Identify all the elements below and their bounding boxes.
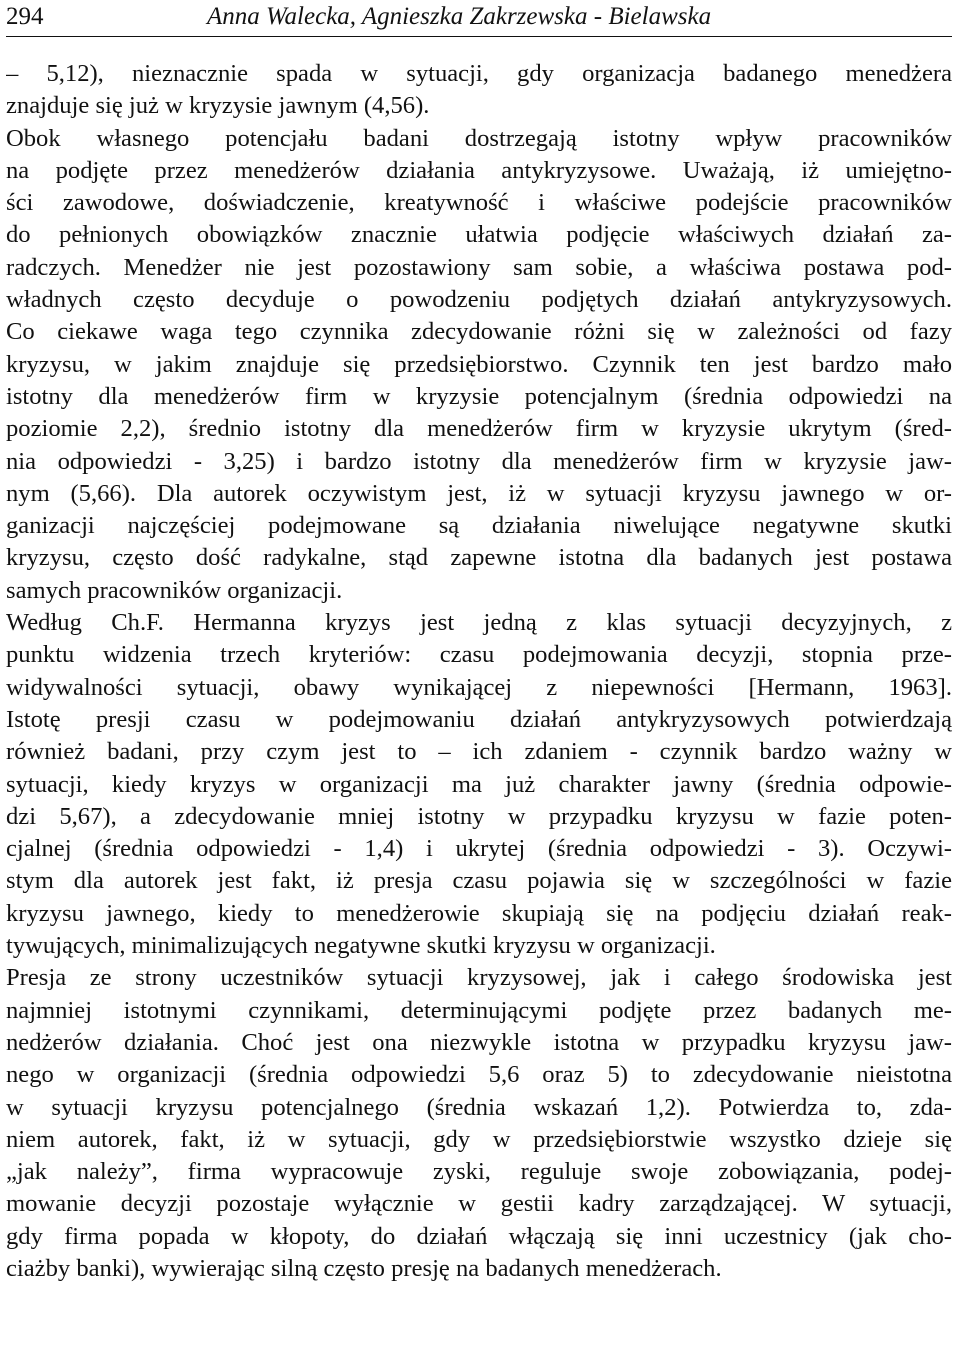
text-line: znajduje się już w kryzysie jawnym (4,56).	[6, 92, 430, 120]
text-line: Presja ze strony uczestników sytuacji kryzysowej, jak i całego środowiska jest	[6, 964, 952, 992]
text-line: widywalności sytuacji, obawy wynikającej z niepewności [Hermann, 1963].	[6, 673, 952, 701]
text-line: dzi 5,67), a zdecydowanie mniej istotny w przypadku kryzysu w fazie poten-	[6, 802, 952, 830]
page-number: 294	[6, 3, 44, 30]
text-line: ganizacji najczęściej podejmowane są działania niwelujące negatywne skutki	[6, 512, 952, 540]
text-line: kryzysu jawnego, kiedy to menedżerowie skupiają się na podjęciu działań reak-	[6, 899, 952, 927]
text-line: stym dla autorek jest fakt, iż presja czasu pojawia się w szczególności w fazie	[6, 867, 952, 895]
text-line: władnych często decyduje o powodzeniu podjętych działań antykryzysowych.	[6, 286, 952, 314]
text-line: Co ciekawe waga tego czynnika zdecydowanie różni się w zależności od fazy	[6, 318, 952, 346]
text-line: Istotę presji czasu w podejmowaniu działań antykryzysowych potwierdzają	[6, 705, 952, 733]
text-line: najmniej istotnymi czynnikami, determinującymi podjęte przez badanych me-	[6, 996, 952, 1024]
text-line: samych pracowników organizacji.	[6, 576, 343, 604]
text-line: sytuacji, kiedy kryzys w organizacji ma już charakter jawny (średnia odpowie-	[6, 770, 952, 798]
text-line: nego w organizacji (średnia odpowiedzi 5,6 oraz 5) to zdecydowanie nieistotna	[6, 1061, 952, 1089]
text-line: cjalnej (średnia odpowiedzi - 1,4) i ukrytej (średnia odpowiedzi - 3). Oczywi-	[6, 835, 952, 863]
text-line: tywujących, minimalizujących negatywne skutki kryzysu w organizacji.	[6, 932, 716, 960]
text-line: – 5,12), nieznacznie spada w sytuacji, gdy organizacja badanego menedżera	[6, 60, 952, 87]
text-line: ciażby banki), wywierając silną często presję na badanych menedżerach.	[6, 1254, 722, 1282]
text-line: ści zawodowe, doświadczenie, kreatywność i właściwe podejście pracowników	[6, 189, 952, 217]
text-line: kryzysu, często dość radykalne, stąd zapewne istotna dla badanych jest postawa	[6, 544, 952, 572]
text-line: punktu widzenia trzech kryteriów: czasu podejmowania decyzji, stopnia prze-	[6, 641, 952, 669]
text-line: nedżerów działania. Choć jest ona niezwykle istotna w przypadku kryzysu jaw-	[6, 1028, 952, 1056]
text-line: Obok własnego potencjału badani dostrzegają istotny wpływ pracowników	[6, 124, 952, 152]
text-line: Według Ch.F. Hermanna kryzys jest jedną z klas sytuacji decyzyjnych, z	[6, 609, 952, 637]
body-text	[6, 58, 952, 1285]
text-line: do pełnionych obowiązków znacznie ułatwia podjęcie właściwych działań za-	[6, 221, 952, 249]
text-line: niem autorek, fakt, iż w sytuacji, gdy w przedsiębiorstwie wszystko dzieje się	[6, 1125, 952, 1153]
text-line: również badani, przy czym jest to – ich zdaniem - czynnik bardzo ważny w	[6, 738, 952, 766]
text-line: nia odpowiedzi - 3,25) i bardzo istotny dla menedżerów firm w kryzysie jaw-	[6, 447, 952, 475]
text-line: w sytuacji kryzysu potencjalnego (średnia wskazań 1,2). Potwierdza to, zda-	[6, 1093, 952, 1121]
text-line: na podjęte przez menedżerów działania antykryzysowe. Uważają, iż umiejętno-	[6, 156, 952, 184]
text-line: radczych. Menedżer nie jest pozostawiony sam sobie, a właściwa postawa pod-	[6, 253, 952, 281]
text-line: poziomie 2,2), średnio istotny dla menedżerów firm w kryzysie ukrytym (śred-	[6, 415, 952, 443]
text-line: nym (5,66). Dla autorek oczywistym jest, iż w sytuacji kryzysu jawnego w or-	[6, 479, 952, 507]
text-line: gdy firma popada w kłopoty, do działań włączają się inni uczestnicy (jak cho-	[6, 1222, 952, 1250]
text-line: kryzysu, w jakim znajduje się przedsiębiorstwo. Czynnik ten jest bardzo mało	[6, 350, 952, 378]
text-line: istotny dla menedżerów firm w kryzysie potencjalnym (średnia odpowiedzi na	[6, 382, 952, 410]
page-header	[6, 0, 952, 37]
text-line: „jak należy”, firma wypracowuje zyski, reguluje swoje zobowiązania, podej-	[6, 1158, 952, 1186]
running-title: Anna Walecka, Agnieszka Zakrzewska - Bielawska	[207, 3, 712, 30]
text-line: mowanie decyzji pozostaje wyłącznie w gestii kadry zarządzającej. W sytuacji,	[6, 1190, 952, 1218]
